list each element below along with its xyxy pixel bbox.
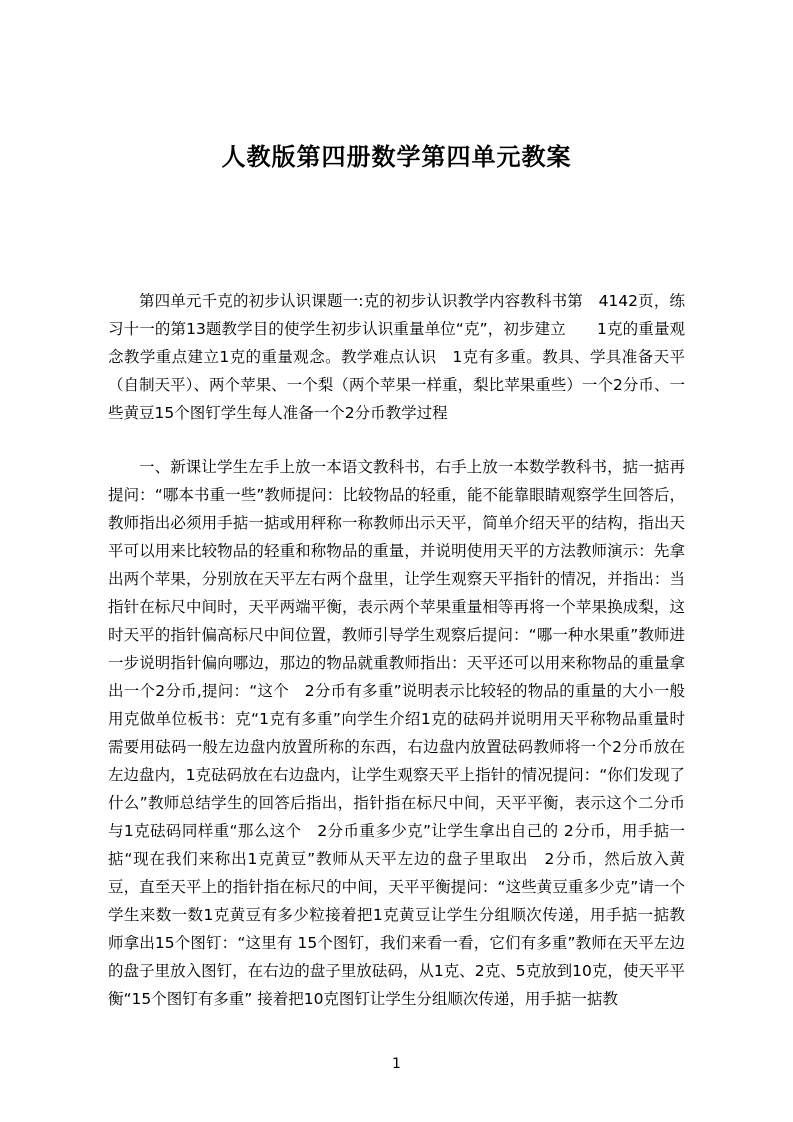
document-body <box>108 287 685 1013</box>
paragraph: 一、新课让学生左手上放一本语文教科书，右手上放一本数学教科书，掂一掂再提问：“哪本书重一些”教师提问：比较物品的轻重，能不能靠眼睛观察学生回答后，教师指出必须用手掂一掂或用秤称一称教师出示天平，简单介绍天平的结构，指出天平可以用来比较物品的轻重和称物品的重量，并说明使用天平的方法教师演示：先拿出两个苹果，分别放在天平左右两个盘里，让学生观察天平指针的情况，并指出：当指针在标尺中间时，天平两端平衡，表示两个苹果重量相等再将一个苹果换成梨，这时天平的指针偏高标尺中间位置，教师引导学生观察后提问：“哪一种水果重”教师进一步说明指针偏向哪边，那边的物品就重教师指出：天平还可以用来称物品的重量拿出一个2分币,提问：“这个 2分币有多重”说明表示比较轻的物品的重量的大小一般用克做单位板书：克“1克有多重”向学生介绍1克的砝码并说明用天平称物品重量时需要用砝码一般左边盘内放置所称的东西，右边盘内放置砝码教师将一个2分币放在左边盘内，1克砝码放在右边盘内，让学生观察天平上指针的情况提问：“你们发现了什么”教师总结学生的回答后指出，指针指在标尺中间，天平平衡，表示这个二分币与1克砝码同样重“那么这个 2分币重多少克”让学生拿出自己的 2分币，用手掂一掂“现在我们来称出1克黄豆”教师从天平左边的盘子里取出 2分币，然后放入黄豆，直至天平上的指针指在标尺的中间，天平平衡提问：“这些黄豆重多少克”请一个学生来数一数1克黄豆有多少粒接着把1克黄豆让学生分组顺次传递，用手掂一掂教师拿出15个图钉：“这里有 15个图钉，我们来看一看，它们有多重”教师在天平左边的盘子里放入图钉，在右边的盘子里放砝码，从1克、2克、5克放到10克，使天平平衡“15个图钉有多重” 接着把10克图钉让学生分组顺次传递，用手掂一掂教 <box>108 458 685 1008</box>
page-number: 1 <box>392 1056 401 1072</box>
paragraph: 第四单元千克的初步认识课题一:克的初步认识教学内容教科书第 4142页，练习十一的第13题教学目的使学生初步认识重量单位“克”，初步建立 1克的重量观念教学重点建立1克的重量观念。教学难点认识 1克有多重。教具、学具准备天平（自制天平）、两个苹果、一个梨（两个苹果一样重，梨比苹果重些）一个2分币、一些黄豆15个图钉学生每人准备一个2分币教学过程 <box>108 292 685 422</box>
document-title: 人教版第四册数学第四单元教案 <box>221 143 572 171</box>
